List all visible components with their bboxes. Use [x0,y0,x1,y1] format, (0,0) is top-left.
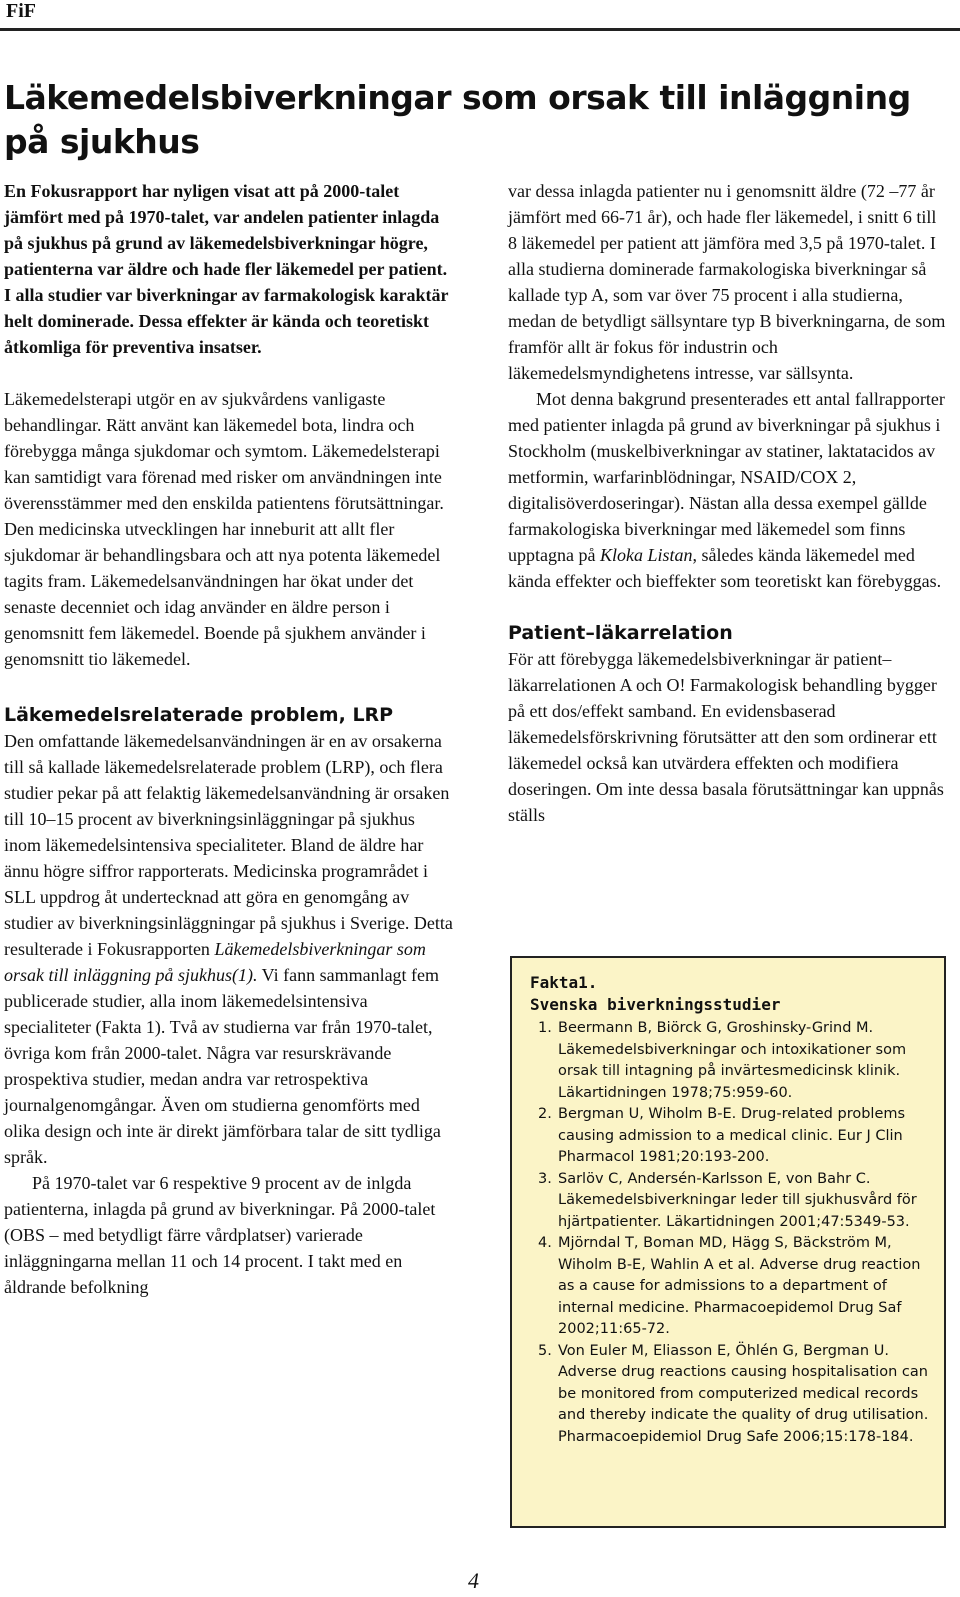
page-number: 4 [468,1568,479,1593]
paragraph-text: Vi fann sammanlagt fem publicerade studier, alla inom läkemedelsintensiva specialiteter (Fakta 1). Två av studierna var från 1970-talet, övriga kom från 2000-talet. Några var resurskrävande prospektiva studier, medan andra var retrospektiva journalgenomgångar. Även om studierna genomförts med olika design och inte är direkt jämförbara talar de sitt tydliga språk. [4,965,441,1167]
paragraph-text: Mot denna bakgrund presenterades ett antal fallrapporter med patienter inlagda på grund av biverkningar på sjukhus i Stockholm (muskelbiverkningar av statiner, laktatacidos av metformin, warfarinblödningar, NSAID/COX 2, digitalisöverdoseringar). Nästan alla dessa exempel gällde farmakologiska biverkningar med läkemedel som finns upptagna på [508,389,945,565]
reference-text: Mjörndal T, Boman MD, Hägg S, Bäckström M, Wiholm B-E, Wahlin A et al. Adverse drug reaction as a cause for admissions to a department of internal medicine. Pharmacoepidemol Drug Saf 2002;11:65-72. [558,1235,921,1337]
article-title: Läkemedelsbiverkningar som orsak till inläggning på sjukhus [4,78,911,161]
lead-paragraph: En Fokusrapport har nyligen visat att på 2000-talet jämfört med på 1970-talet, var andelen patienter inlagda på sjukhus på grund av läkemedelsbiverkningar högre, patienterna var äldre och hade fler läkemedel per patient. I alla studier var biverkningar av farmakologisk karaktär helt dominerade. Dessa effekter är kända och teoretiskt åtkomliga för preventiva insatser. [4,181,449,357]
reference-list [530,1018,930,1448]
publication-tag: FiF [6,0,36,22]
reference-item [530,1018,930,1104]
kloka-listan-reference: Kloka Listan [599,545,693,565]
body-paragraph-3: På 1970-talet var 6 respektive 9 procent av de inlgda patienterna, inlagda på grund av biverkningar. På 2000-talet (OBS – med betydligt färre vårdplatser) varierade inläggningarna mellan 11 och 14 procent. I takt med en åldrande befolkning [4,1173,436,1297]
reference-text: Von Euler M, Eliasson E, Öhlén G, Bergman U. Adverse drug reactions causing hospitalisation can be monitored from computerized medical records and thereby indicate the quality of drug utilisation. Pharmacoepidemiol Drug Safe 2006;15:178-184. [558,1342,929,1445]
section-heading-lrp: Läkemedelsrelaterade problem, LRP [4,704,394,726]
fact-box-subtitle: Svenska biverkningsstudier [530,995,781,1014]
header-divider [0,28,960,31]
body-paragraph-5 [508,386,948,594]
reference-number: 3. [538,1170,552,1187]
reference-number: 1. [538,1020,552,1036]
reference-item [530,1233,930,1341]
reference-item [530,1341,930,1449]
paragraph-text: , således kända läkemedel med kända effekter och bieffekter som teoretiskt kan förebyggas. [508,545,942,591]
reference-item [530,1169,930,1234]
paragraph-text: Den omfattande läkemedelsanvändningen är en av orsakerna till så kallade läkemedelsrelaterade problem (LRP), och flera studier pekar på att felaktig läkemedelsanvändning är orsaken till 10–15 procent av biverkningsinläggningar på sjukhus inom läkemedelsintensiva specialiteter. Bland de äldre har ännu högre siffror rapporterats. Medicinska programrådet i SLL uppdrog åt undertecknad att göra en genomgång av studier av biverkningsinläggningar på sjukhus i Sverige. Detta resulterade i Fokusrapporten [4,731,453,959]
fact-box [510,956,946,1528]
section-heading-patient-doctor: Patient–läkarrelation [508,622,733,644]
body-paragraph-2 [4,728,456,1170]
reference-number: 2. [538,1106,552,1122]
report-title-citation: Läkemedelsbiverkningar som orsak till inläggning på sjukhus(1). [4,939,426,985]
fact-box-label: Fakta1. [530,973,598,992]
body-paragraph-1: Läkemedelsterapi utgör en av sjukvårdens vanligaste behandlingar. Rätt använt kan läkemedel bota, lindra och förebygga många sjukdomar och symtom. Läkemedelsterapi kan samtidigt vara förenad med risker om användningen inte överensstämmer med den enskilda patientens förutsättningar. Den medicinska utvecklingen har inneburit att allt fler sjukdomar är behandlingsbara och att nya potenta läkemedel tagits fram. Läkemedelsanvändningen har ökat under det senaste decenniet och idag använder en äldre person i genomsnitt fem läkemedel. Boende på sjukhem använder i genomsnitt tio läkemedel. [4,389,444,669]
body-paragraph-6: För att förebygga läkemedelsbiverkningar är patient–läkarrelationen A och O! Farmakologisk behandling bygger på ett dos/effekt samband. En evidensbaserad läkemedelsförskrivning förutsätter att den som ordinerar ett läkemedel också kan utvärdera effekten och modifiera doseringen. Om inte dessa basala förutsättningar kan uppnås ställs [508,649,944,825]
reference-number: 5. [538,1342,552,1359]
reference-item [530,1104,930,1169]
reference-text: Beermann B, Biörck G, Groshinsky-Grind M. Läkemedelsbiverkningar och intoxikationer som orsak till intagning på invärtesmedicinsk klinik. Läkartidningen 1978;75:959-60. [558,1020,907,1101]
body-paragraph-4: var dessa inlagda patienter nu i genomsnitt äldre (72 –77 år jämfört med 66-71 år), och hade fler läkemedel, i snitt 6 till 8 läkemedel per patient att jämföra med 3,5 på 1970-talet. I alla studierna dominerade farmakologiska biverkningar så kallade typ A, som var över 75 procent i alla studierna, medan de betydligt sällsyntare typ B biverkningarna, de som framför allt är fokus för industrin och läkemedelsmyndighetens intresse, var sällsynta. [508,181,946,383]
reference-text: Sarlöv C, Andersén-Karlsson E, von Bahr C. Läkemedelsbiverkningar leder till sjukhusvård för hjärtpatienter. Läkartidningen 2001;47:5349-53. [558,1170,917,1230]
left-column [4,178,456,1300]
reference-number: 4. [538,1235,552,1251]
right-column [508,178,948,828]
reference-text: Bergman U, Wiholm B-E. Drug-related problems causing admission to a medical clinic. Eur J Clin Pharmacol 1981;20:193-200. [558,1106,906,1165]
